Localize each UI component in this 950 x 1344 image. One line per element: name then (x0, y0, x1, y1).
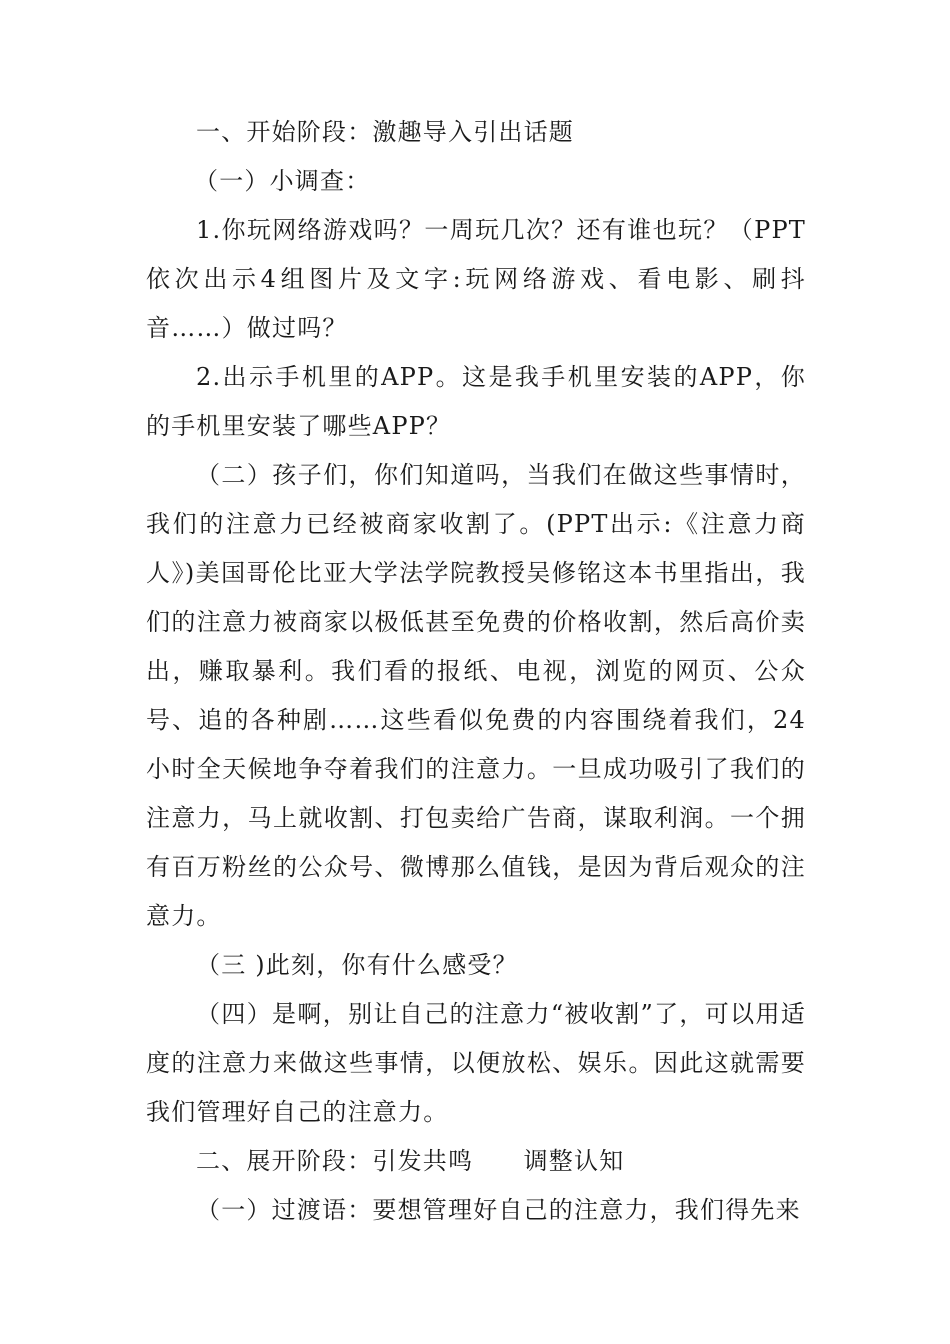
subheading-survey: （一）小调查： (194, 167, 371, 195)
paragraph-attention-merchants: （二）孩子们，你们知道吗，当我们在做这些事情时，我们的注意力已经被商家收割了。(PPT出示:《注意力商人》)美国哥伦比亚大学法学院教授吴修铭这本书里指出，我们的注意力被商家以极低甚至免费的价格收割，然后高价卖出，赚取暴利。我们看的报纸、电视，浏览的网页、公众号、追的各种剧……这些看似免费的内容围绕着我们，24小时全天候地争夺着我们的注意力。一旦成功吸引了我们的注意力，马上就收割、打包卖给广告商，谋取利润。一个拥有百万粉丝的公众号、微博那么值钱，是因为背后观众的注意力。 (146, 461, 806, 930)
paragraph-manage-attention: （四）是啊，别让自己的注意力“被收割”了，可以用适度的注意力来做这些事情，以便放松、娱乐。因此这就需要我们管理好自己的注意力。 (146, 1000, 806, 1126)
paragraph-question-1: 1.你玩网络游戏吗？一周玩几次？还有谁也玩？（PPT依次出示4组图片及文字:玩网络游戏、看电影、刷抖音……）做过吗？ (146, 216, 806, 342)
section-heading-1: 一、开始阶段：激趣导入引出话题 (196, 118, 574, 146)
paragraph-question-2: 2.出示手机里的APP。这是我手机里安装的APP，你的手机里安装了哪些APP？ (146, 363, 806, 440)
document-body (146, 108, 806, 1235)
paragraph-feeling: （三 )此刻，你有什么感受？ (196, 951, 518, 979)
paragraph-transition: （一）过渡语：要想管理好自己的注意力，我们得先来 (196, 1196, 801, 1224)
section-heading-2: 二、展开阶段：引发共鸣 调整认知 (196, 1147, 625, 1175)
